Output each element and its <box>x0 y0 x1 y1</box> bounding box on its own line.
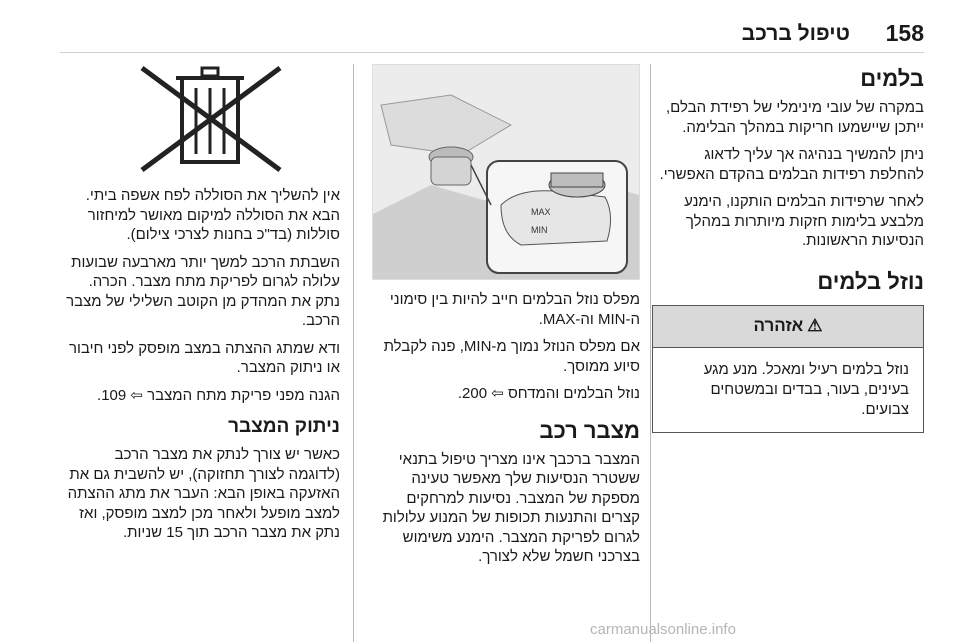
crossed-bin-icon <box>122 64 300 174</box>
heading-battery-disconnect: ניתוק המצבר <box>228 416 340 437</box>
page-header <box>0 8 960 48</box>
brake-fluid-reservoir-image <box>372 64 640 280</box>
svg-text:MAX: MAX <box>531 207 551 217</box>
middle-column <box>372 64 640 575</box>
battery-paragraph: המצבר ברכבך אינו מצריך טיפול בתנאי ששטרר הנסיעות שלך מאפשר טעינה מספקת של המצבר. נסיעות למרחקים קצרים והתנעות תכופות של המנוע עלולות לגרום לפריקת המצבר. הימנע משימוש בצרכני חשמל שלא לצורך. <box>382 450 640 565</box>
brakes-paragraph-2: ניתן להמשיך בנהיגה אך עליך לדאוג להחלפת רפידות הבלמים בהקדם האפשרי. <box>659 146 924 183</box>
warning-title: אזהרה <box>753 316 804 335</box>
heading-battery: מצבר רכב <box>539 417 640 443</box>
watermark: carmanualsonline.info <box>590 621 736 638</box>
heading-brakes: בלמים <box>860 66 924 91</box>
brakes-paragraph-3: לאחר שרפידות הבלמים הותקנו, הימנע מלבצע בלימות חזקות מיותרות במהלך הנסיעות הראשונות. <box>684 193 924 249</box>
fluid-level-paragraph: מפלס נוזל הבלמים חייב להיות בין סימוני ה-MIN וה-MAX. <box>389 291 640 328</box>
header-rule <box>60 52 924 53</box>
brakes-paragraph-1: במקרה של עובי מינימלי של רפידת הבלם, ייתכן שיישמעו חריקות במהלך הבלימה. <box>666 99 924 136</box>
warning-icon: ⚠ <box>807 316 823 335</box>
column-divider-right <box>650 64 651 642</box>
battery-disconnect-paragraph: כאשר יש צורך לנתק את מצבר הרכב (לדוגמה לצורך תחזוקה), יש להשבית גם את האזעקה באופן הבא: העבר את מתג ההצתה למצב מופעל ולאחר מכן למצב מופסק, ואז נתק את מצבר הרכב תוך 15 שניות. <box>67 446 340 541</box>
section-title: טיפול ברכב <box>741 22 850 45</box>
right-column <box>652 64 924 433</box>
battery-disposal-paragraph: אין להשליך את הסוללה לפח אשפה ביתי. הבא את הסוללה למיקום מאושר למיחזור סוללות (בד"כ בחנות לצרכי צילום). <box>85 187 340 243</box>
battery-storage-paragraph: השבתת הרכב למשך יותר מארבעה שבועות עלולה לגרום לפריקת מתח מצבר. הכרה. נתק את המהדק מן הקוטב השלילי של מצבר הרכב. <box>66 253 340 329</box>
column-divider-left <box>353 64 354 642</box>
fluid-low-paragraph: אם מפלס הנוזל נמוך מ-MIN, פנה לקבלת סיוע ממוסך. <box>383 338 640 375</box>
heading-brake-fluid: נוזל בלמים <box>817 268 924 294</box>
left-column <box>60 64 340 551</box>
fluid-reference-paragraph: נוזל הבלמים והמדחס ⇦ 200. <box>457 385 640 402</box>
warning-text: נוזל בלמים רעיל ומאכל. מנע מגע בעינים, בעור, בבדים ובמשטחים צבועים. <box>703 360 909 418</box>
warning-header <box>653 306 923 348</box>
page-number: 158 <box>885 20 924 46</box>
warning-box <box>652 305 924 433</box>
ignition-off-paragraph: ודא שמתג ההצתה במצב מופסק לפני חיבור או ניתוק המצבר. <box>69 339 340 376</box>
svg-text:MIN: MIN <box>531 225 548 235</box>
discharge-protection-paragraph: הגנה מפני פריקת מתח המצבר ⇦ 109. <box>97 386 340 404</box>
